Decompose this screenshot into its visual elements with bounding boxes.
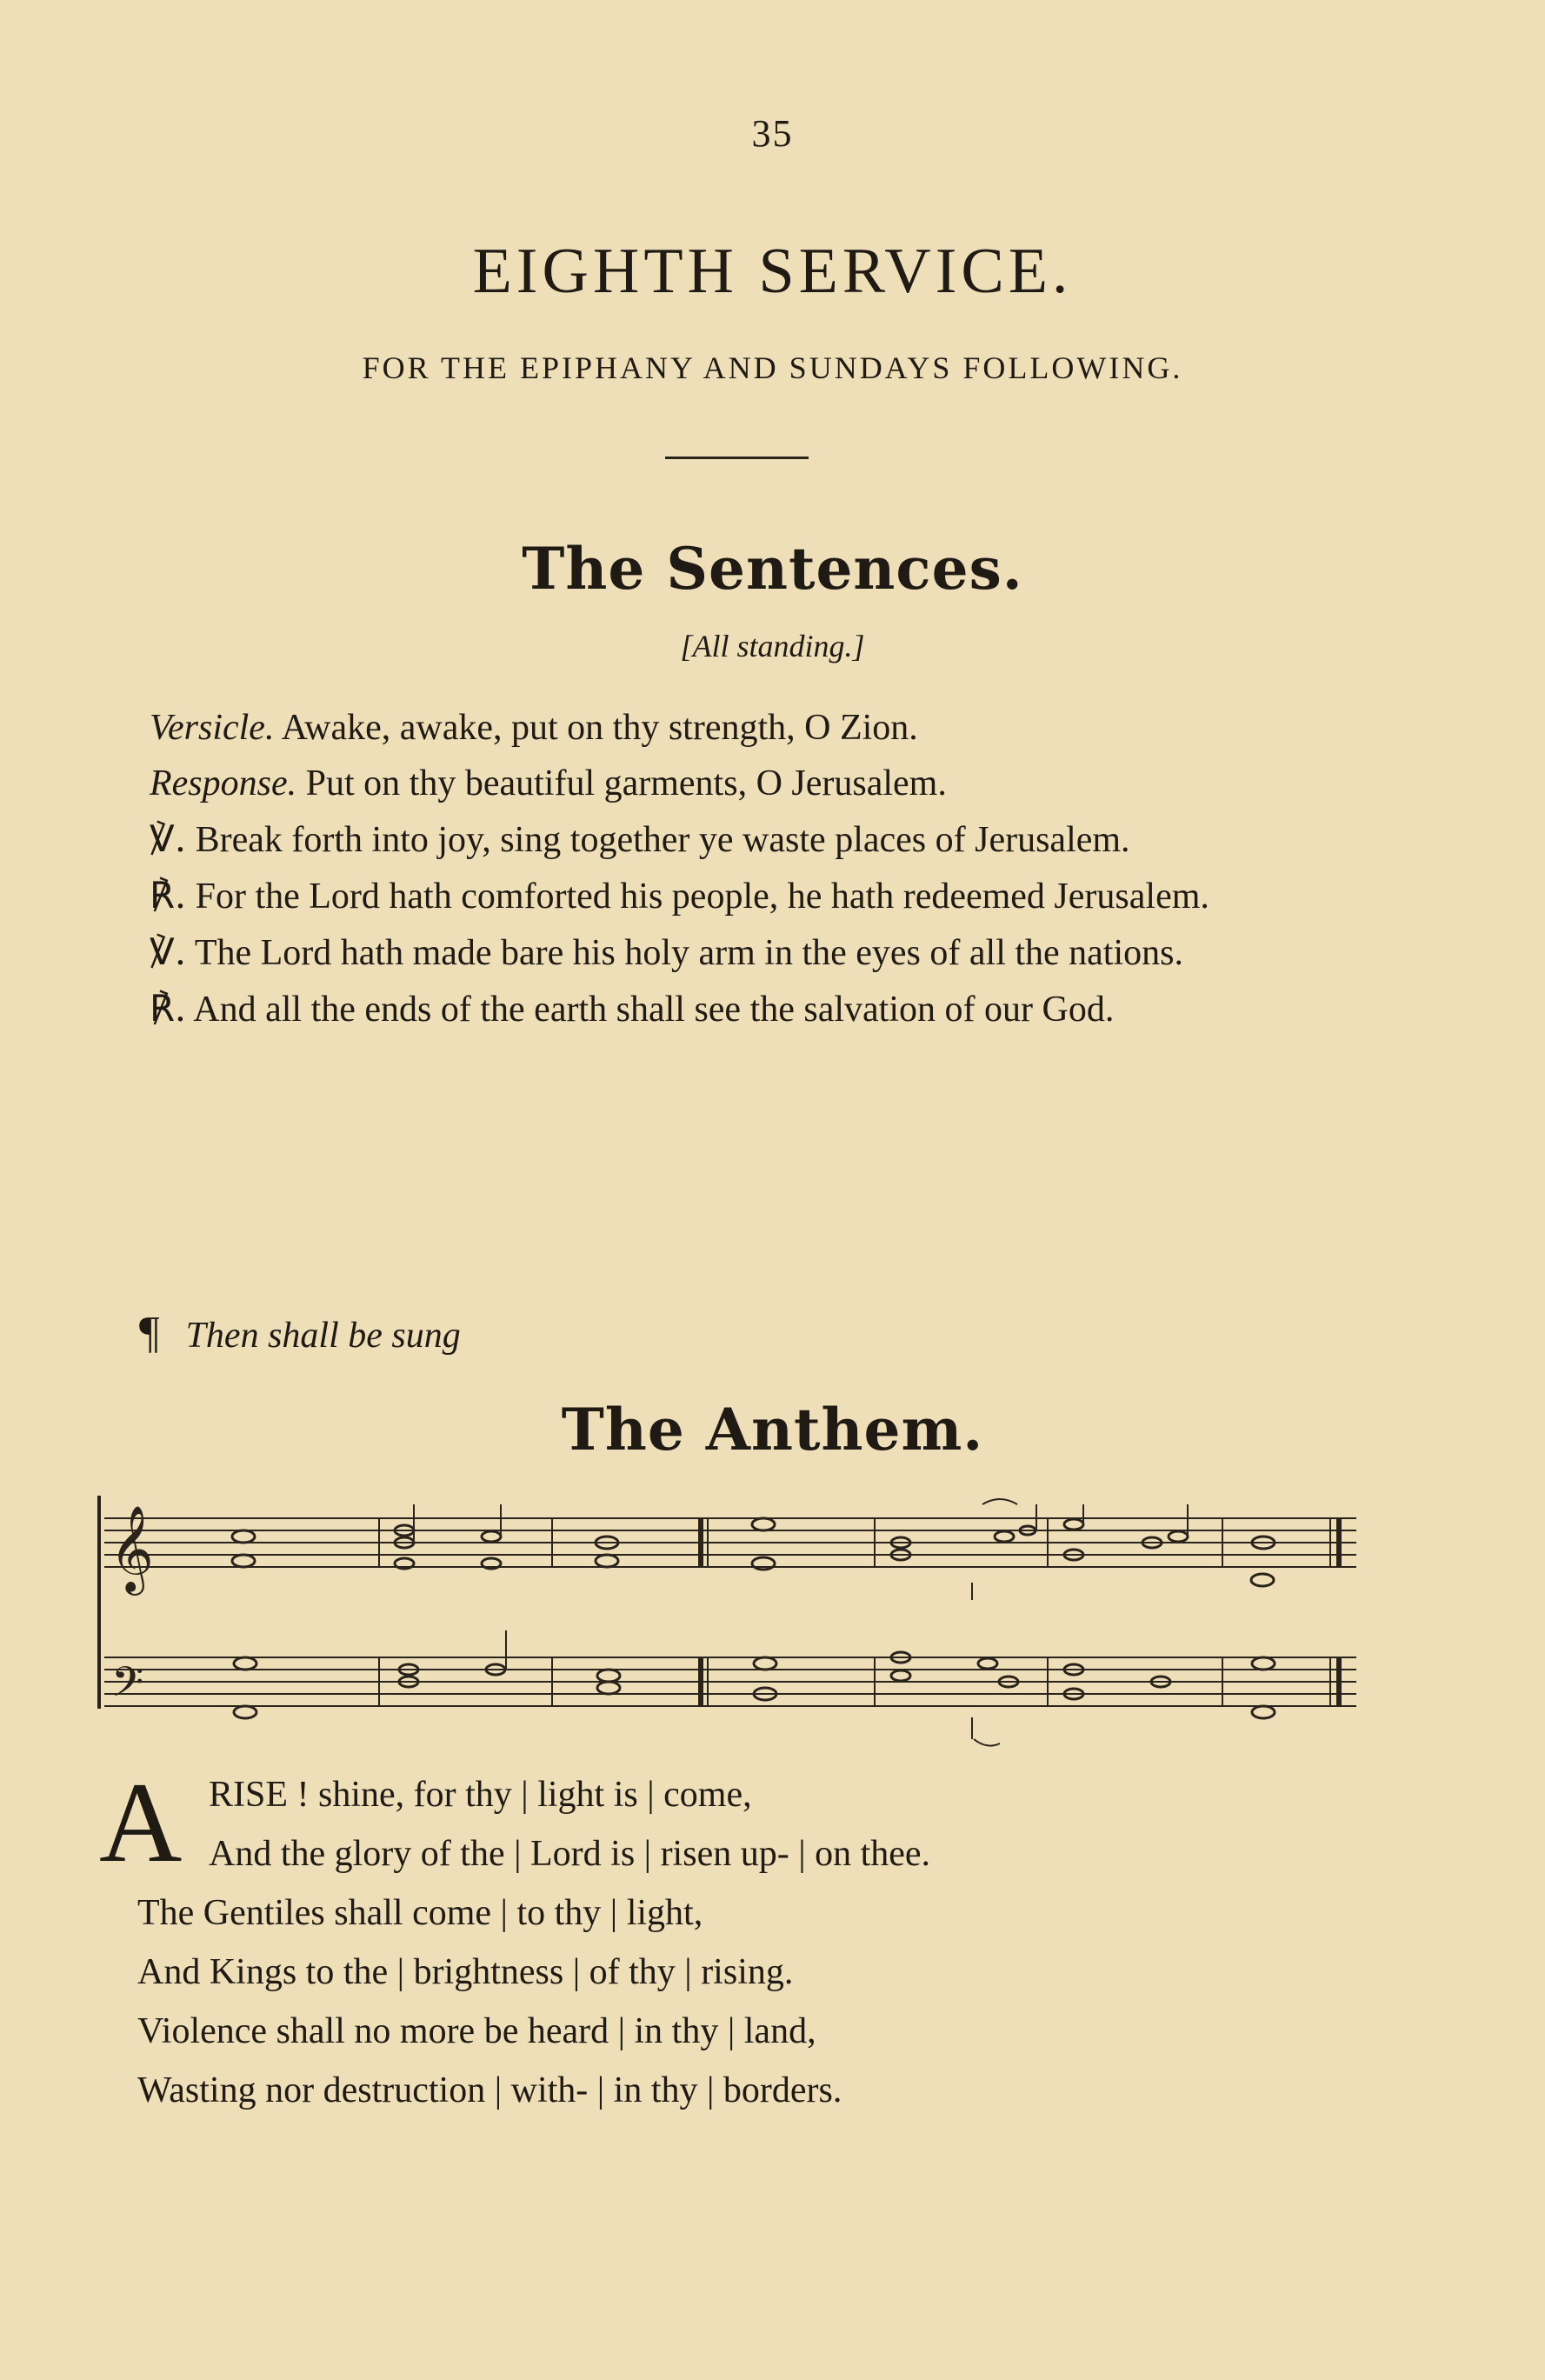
sentence-response	[99, 868, 1365, 924]
chant-line: And Kings to the | brightness | of thy | rising.	[137, 1952, 794, 1992]
sentence-response	[99, 756, 1365, 811]
slur-icon	[974, 1739, 1000, 1746]
speaker-label: Response.	[150, 763, 297, 803]
sentences-heading: The Sentences.	[522, 535, 1023, 603]
treble-notes	[232, 1518, 1275, 1586]
sentence-text: For the Lord hath comforted his people, he hath redeemed Jerusalem.	[186, 877, 1209, 917]
bass-staff	[104, 1657, 1356, 1706]
chant-line: RISE ! shine, for thy | light is | come,	[209, 1775, 752, 1815]
bass-clef-icon: 𝄢	[111, 1657, 144, 1717]
sentence-text: Put on thy beautiful garments, O Jerusalem.	[296, 763, 947, 803]
title-divider	[665, 457, 809, 459]
pilcrow-icon: ¶	[139, 1308, 160, 1357]
versicle-symbol: ℣.	[150, 930, 187, 973]
sentences-list	[99, 700, 1365, 1037]
chant-line: And the glory of the | Lord is | risen up- | on thee.	[209, 1834, 931, 1874]
response-symbol: ℟.	[150, 987, 187, 1030]
sentence-versicle	[99, 924, 1365, 981]
chant-line: Violence shall no more be heard | in thy | land,	[137, 2011, 816, 2051]
standing-rubric: [All standing.]	[680, 629, 865, 663]
barlines	[379, 1518, 1339, 1706]
sentence-versicle	[99, 811, 1365, 868]
slur-icon	[982, 1499, 1017, 1504]
sentence-text: Break forth into joy, sing together ye waste places of Jerusalem.	[186, 820, 1130, 860]
anthem-text	[99, 1758, 1365, 2120]
chant-line: The Gentiles shall come | to thy | light,	[137, 1893, 703, 1933]
page-title: EIGHTH SERVICE.	[472, 236, 1073, 307]
note-stems	[414, 1504, 1188, 1739]
sentence-text: Awake, awake, put on thy strength, O Zion.	[274, 708, 918, 748]
page-subtitle: FOR THE EPIPHANY AND SUNDAYS FOLLOWING.	[362, 350, 1183, 385]
chant-score	[87, 1487, 1365, 1765]
drop-cap: A	[99, 1758, 183, 1886]
sentence-text: And all the ends of the earth shall see the salvation of our God.	[186, 990, 1115, 1030]
then-rubric-text: Then shall be sung	[185, 1316, 461, 1356]
sentence-text: The Lord hath made bare his holy arm in the eyes of all the nations.	[186, 933, 1183, 973]
treble-clef-icon: 𝄞	[110, 1505, 154, 1592]
speaker-label: Versicle.	[150, 708, 275, 748]
chant-line: Wasting nor destruction | with- | in thy | borders.	[137, 2070, 842, 2110]
response-symbol: ℟.	[150, 874, 187, 917]
then-rubric	[139, 1307, 461, 1358]
sentence-versicle	[99, 700, 1365, 756]
versicle-symbol: ℣.	[150, 817, 187, 860]
anthem-heading: The Anthem.	[561, 1396, 984, 1463]
bass-notes	[234, 1652, 1275, 1718]
sentence-response	[99, 981, 1365, 1037]
page-number: 35	[751, 112, 794, 155]
